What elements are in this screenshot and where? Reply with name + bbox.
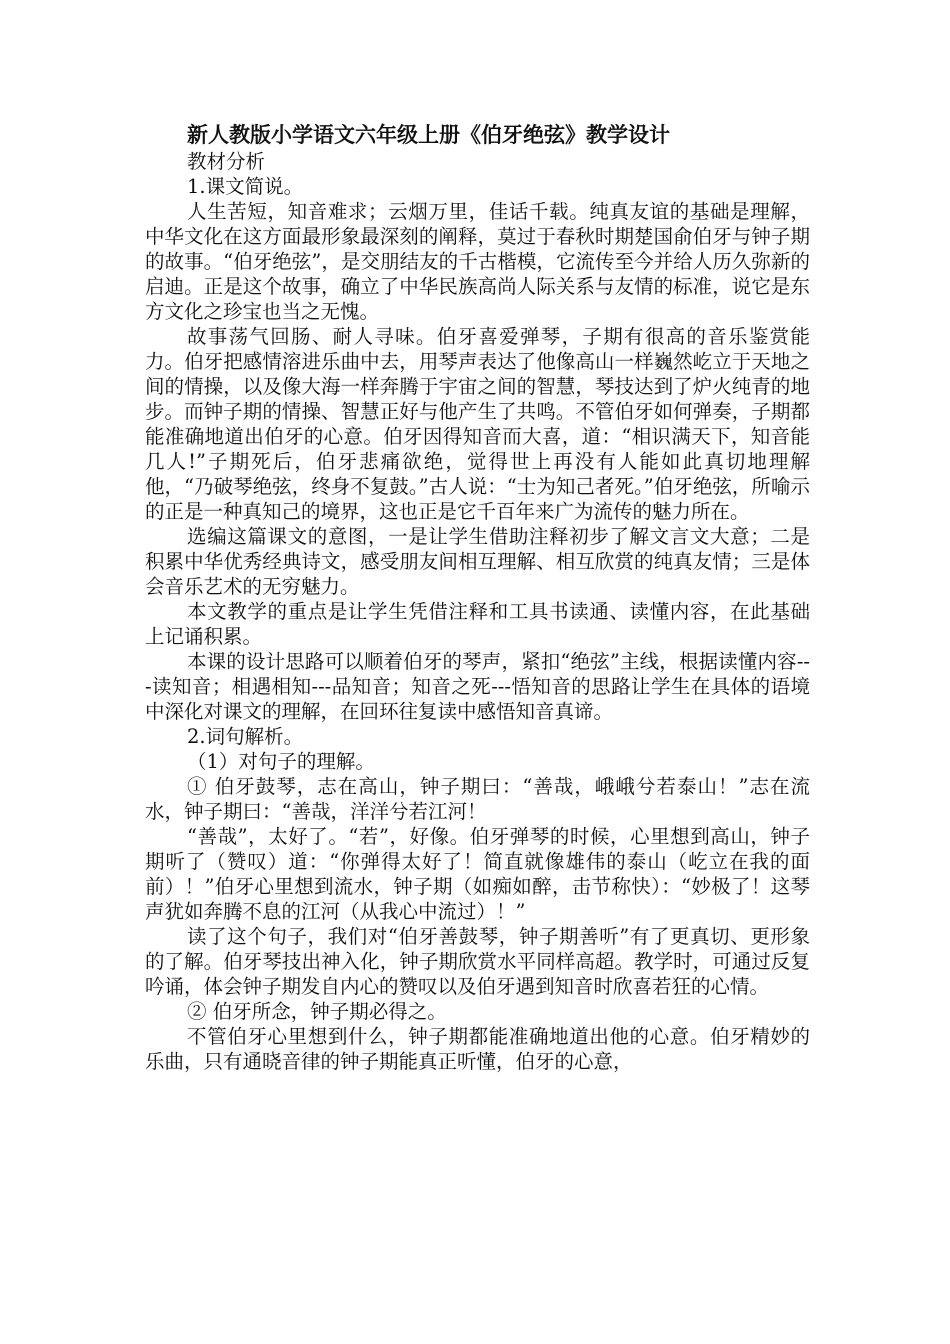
section-heading: 教材分析 xyxy=(187,150,266,173)
paragraph: 人生苦短，知音难求；云烟万里，佳话千载。纯真友谊的基础是理解，中华文化在这方面最形象最深刻的阐释，莫过于春秋时期楚国俞伯牙与钟子期的故事。“伯牙绝弦”，是交朋结友的千古楷模，它流传至今并给人历久弥新的启迪。正是这个故事，确立了中华民族高尚人际关系与友情的标准，说它是东方文化之珍宝也当之无愧。 xyxy=(145,200,810,323)
paragraph: 本文教学的重点是让学生凭借注释和工具书读通、读懂内容，在此基础上记诵积累。 xyxy=(145,600,810,648)
quoted-sentence: ① 伯牙鼓琴，志在高山，钟子期曰：“善哉，峨峨兮若泰山！”志在流水，钟子期曰：“善哉，洋洋兮若江河！ xyxy=(145,775,810,823)
paragraph: 不管伯牙心里想到什么，钟子期都能准确地道出他的心意。伯牙精妙的乐曲，只有通晓音律的钟子期能真正听懂，伯牙的心意， xyxy=(145,1025,810,1073)
paragraph: 读了这个句子，我们对“伯牙善鼓琴，钟子期善听”有了更真切、更形象的了解。伯牙琴技出神入化，钟子期欣赏水平同样高超。教学时，可通过反复吟诵，体会钟子期发自内心的赞叹以及伯牙遇到知音时欣喜若狂的心情。 xyxy=(145,925,810,998)
subsection-heading: 2.词句解析。 xyxy=(187,725,304,748)
paragraph: 故事荡气回肠、耐人寻味。伯牙喜爱弹琴，子期有很高的音乐鉴赏能力。伯牙把感情溶进乐曲中去，用琴声表达了他像高山一样巍然屹立于天地之间的情操，以及像大海一样奔腾于宇宙之间的智慧，琴技达到了炉火纯青的地步。而钟子期的情操、智慧正好与他产生了共鸣。不管伯牙如何弹奏，子期都能准确地道出伯牙的心意。伯牙因得知音而大喜，道：“相识满天下，知音能几人!”子期死后，伯牙悲痛欲绝，觉得世上再没有人能如此真切地理解他，“乃破琴绝弦，终身不复鼓。”古人说：“士为知己者死。”伯牙绝弦，所喻示的正是一种真知己的境界，这也正是它千百年来广为流传的魅力所在。 xyxy=(145,325,810,523)
paragraph: “善哉”，太好了。“若”，好像。伯牙弹琴的时候，心里想到高山，钟子期听了（赞叹）道：“你弹得太好了！简直就像雄伟的泰山（屹立在我的面前）！”伯牙心里想到流水，钟子期（如痴如醉，击节称快）：“妙极了！这琴声犹如奔腾不息的江河（从我心中流过）！” xyxy=(145,825,810,923)
paragraph: 选编这篇课文的意图，一是让学生借助注释初步了解文言文大意；二是积累中华优秀经典诗文，感受朋友间相互理解、相互欣赏的纯真友情；三是体会音乐艺术的无穷魅力。 xyxy=(145,525,810,598)
paragraph: 本课的设计思路可以顺着伯牙的琴声，紧扣“绝弦”主线，根据读懂内容---读知音；相遇相知---品知音；知音之死---悟知音的思路让学生在具体的语境中深化对课文的理解，在回环往复读中感悟知音真谛。 xyxy=(145,650,810,723)
quoted-sentence: ② 伯牙所念，钟子期必得之。 xyxy=(187,1000,447,1023)
document-title: 新人教版小学语文六年级上册《伯牙绝弦》教学设计 xyxy=(187,122,670,147)
subsection-heading: 1.课文简说。 xyxy=(187,175,304,198)
subsubsection-heading: （1）对句子的理解。 xyxy=(187,750,375,773)
document-page xyxy=(145,120,810,1074)
